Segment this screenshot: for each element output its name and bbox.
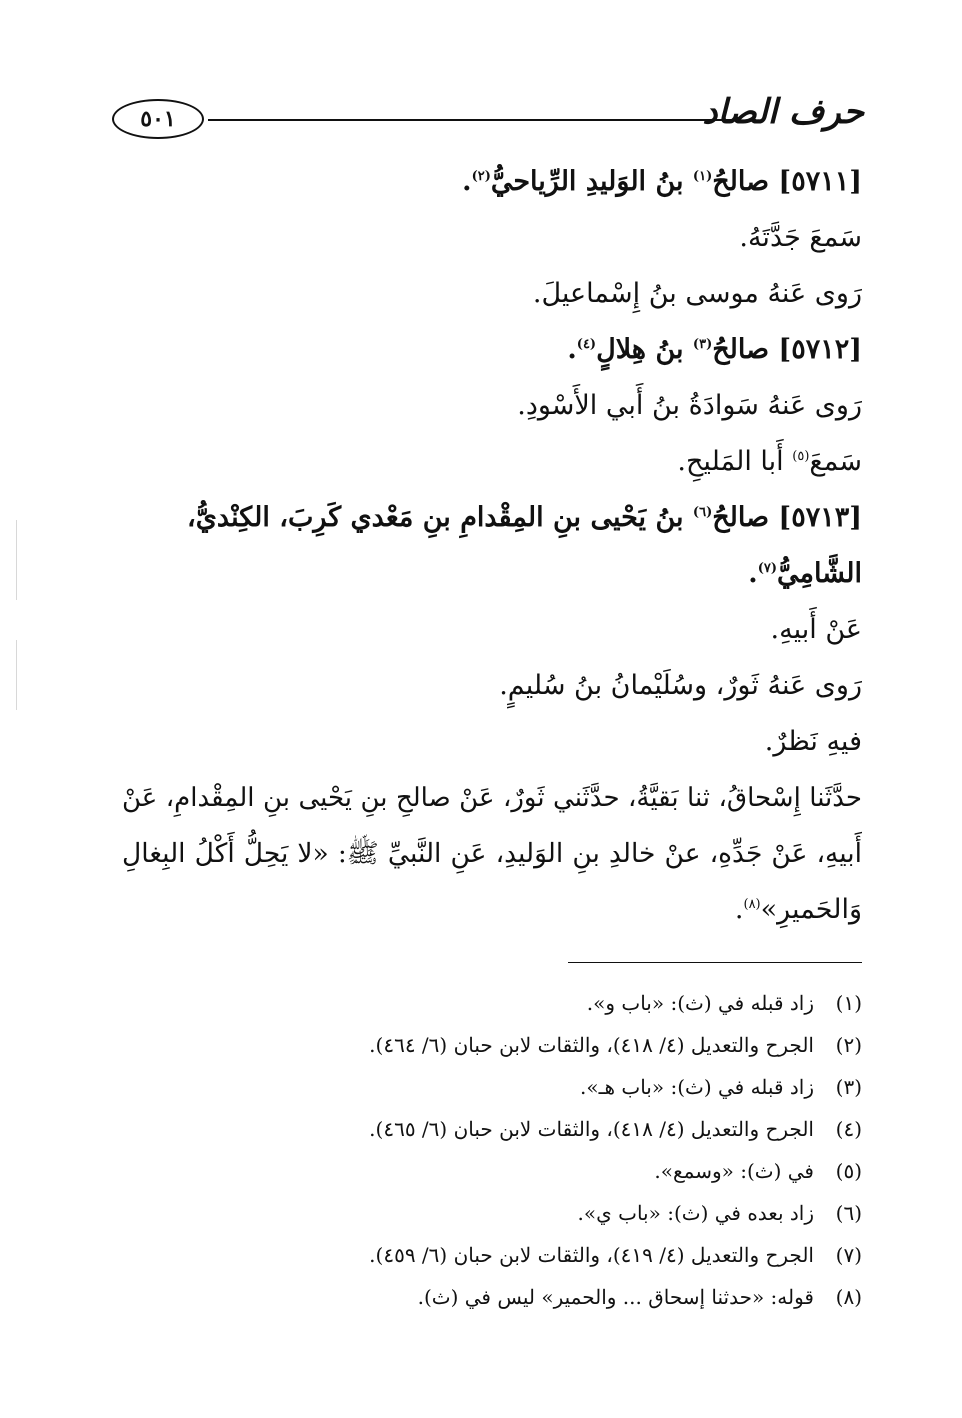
line-text: وَالحَميرِ» (760, 894, 862, 925)
text-line (122, 602, 862, 658)
line-text: فيهِ نَظرٌ. (764, 726, 862, 757)
footnote-number: (١) (835, 991, 862, 1015)
line-text: رَوى عَنهُ موسى بنُ إِسْماعيلَ. (532, 278, 862, 309)
footnote (122, 1150, 862, 1192)
line-text: رَوى عَنهُ سَوادَةُ بنُ أَبي الأَسْودِ. (517, 390, 862, 421)
line-text: سَمعَ (809, 446, 862, 477)
main-text (122, 154, 862, 938)
text-line (122, 770, 862, 826)
text-line (122, 434, 862, 490)
footnote (122, 1024, 862, 1066)
footnote (122, 982, 862, 1024)
text-line (122, 826, 862, 882)
header-rule (208, 119, 732, 121)
footnote-rule (568, 962, 862, 963)
footnote-text: الجرح والتعديل (٤/ ٤١٨)، والثقات لابن حبان (٦/ ٤٦٥). (369, 1117, 814, 1141)
footnote-text: زاد قبله في (ث): «باب هـ». (580, 1075, 814, 1099)
footnote-text: قوله: «حدثنا إسحاق ... والحمير» ليس في (ث). (417, 1285, 814, 1309)
footnote-number: (٧) (835, 1243, 862, 1267)
text-line (122, 154, 862, 210)
text-line (122, 546, 862, 602)
footnote-ref: (٥) (792, 449, 810, 464)
footnote (122, 1276, 862, 1318)
page-number: ٥٠١ (140, 106, 176, 132)
footnote-ref: (٦) (692, 505, 713, 520)
footnote (122, 1192, 862, 1234)
line-end: . (748, 558, 758, 589)
page-number-badge (112, 99, 204, 139)
scan-margin-mark (16, 520, 17, 600)
footnote-ref: (٤) (576, 337, 597, 352)
footnote-ref: (٧) (757, 561, 777, 576)
line-text: رَوى عَنهُ ثَورٌ، وسُلَيْمانُ بنُ سُليمٍ. (499, 670, 862, 701)
line-text: بنُ هِلالٍ (596, 334, 693, 365)
text-line (122, 322, 862, 378)
line-text: الشَّامِيُّ (776, 558, 862, 589)
footnote-ref: (١) (692, 169, 713, 184)
footnotes (122, 982, 862, 1318)
footnote-text: الجرح والتعديل (٤/ ٤١٨)، والثقات لابن حبان (٦/ ٤٦٤). (369, 1033, 814, 1057)
line-text: أَبيهِ، عَنْ جَدِّهِ، عنْ خالدِ بنِ الوَليدِ، عَنِ النَّبيِّ ﷺ: «لا يَحِلُّ أَكْلُ البِغالِ (122, 838, 862, 869)
footnote (122, 1108, 862, 1150)
footnote-number: (٣) (835, 1075, 862, 1099)
footnote-number: (٤) (835, 1117, 862, 1141)
footnote-ref: (٨) (743, 897, 761, 912)
page-header (112, 92, 864, 148)
line-text: [٥٧١١] صالحُ (712, 166, 862, 197)
line-text: بنُ الوَليدِ الرِّياحيُّ (490, 166, 693, 197)
footnote-ref: (٣) (692, 337, 713, 352)
text-line (122, 882, 862, 938)
running-head: حرف الصاد (702, 92, 864, 132)
footnote (122, 1234, 862, 1276)
footnote (122, 1066, 862, 1108)
line-text: سَمعَ جَدَّتَهُ. (739, 222, 862, 253)
footnote-ref: (٢) (471, 169, 491, 184)
line-text: حدَّثَنا إِسْحاقُ، ثنا بَقيَّةُ، حدَّثَني ثَورٌ، عَنْ صالحِ بنِ يَحْيى بنِ المِقْدامِ، عَنْ (122, 783, 862, 813)
text-line (122, 266, 862, 322)
line-text: [٥٧١٢] صالحُ (712, 334, 862, 365)
line-text: عَنْ أَبيهِ. (770, 614, 862, 645)
line-text: بنُ يَحْيى بنِ المِقْدامِ بنِ مَعْدي كَرِبَ، الكِنْديُّ، (187, 502, 693, 533)
footnote-text: زاد قبله في (ث): «باب و». (586, 991, 814, 1015)
line-text: أَبا المَليحِ. (677, 446, 793, 477)
text-line (122, 378, 862, 434)
line-end: . (567, 334, 577, 365)
scan-margin-mark (16, 640, 17, 710)
footnote-text: زاد بعده في (ث): «باب ي». (577, 1201, 814, 1225)
text-line (122, 714, 862, 770)
line-end: . (734, 894, 744, 925)
text-line (122, 210, 862, 266)
footnote-number: (٢) (835, 1033, 862, 1057)
text-line (122, 490, 862, 546)
footnote-number: (٦) (835, 1201, 862, 1225)
line-end: . (462, 166, 472, 197)
line-text: [٥٧١٣] صالحُ (712, 502, 862, 533)
footnote-text: في (ث): «وسمع». (654, 1159, 814, 1183)
footnote-number: (٥) (835, 1159, 862, 1183)
footnote-number: (٨) (835, 1285, 862, 1309)
text-line (122, 658, 862, 714)
footnote-text: الجرح والتعديل (٤/ ٤١٩)، والثقات لابن حبان (٦/ ٤٥٩). (369, 1243, 814, 1267)
